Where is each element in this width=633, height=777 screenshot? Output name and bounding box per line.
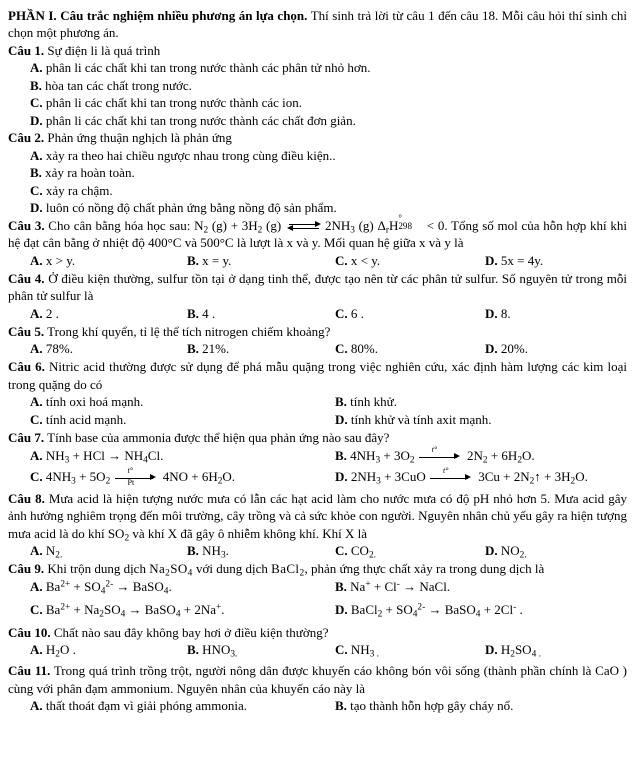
option-label: A. <box>30 305 43 321</box>
option-formula: $NO_{2.}$ <box>500 543 527 561</box>
formula-na2so4: $Na_2SO_4$ <box>149 561 193 579</box>
option-label: A. <box>30 341 43 357</box>
option-label: D. <box>485 341 498 357</box>
question-8-option-b[interactable] <box>187 542 229 559</box>
option-text: thất thoát đạm vì giải phóng ammonia. <box>42 698 247 714</box>
question-9-option-c[interactable] <box>30 601 225 618</box>
option-label: D. <box>30 112 43 128</box>
option-formula: $N_{2.}$ <box>45 543 63 561</box>
option-text: x > y. <box>42 252 76 268</box>
question-11-text: Trong quá trình trồng trột, người nông dân được khuyến cáo không bón vôi sống (thành phần chính là CaO ) cùng với phân đạm ammonium. Nguyên nhân của khuyến cáo này là <box>8 663 627 696</box>
question-8-stem: Câu 8. Mưa acid là hiện tượng nước mưa có lẫn các hạt acid làm cho nước mưa có độ pH nhỏ hơn 5. Mưa acid gây ảnh hưởng nghiêm trọng đến môi trường, cây trồng và cả sức khỏe con người. Nguyên nhân chủ yếu gây ra hiện tượng mưa acid là do khí $SO_2$ và khí X đã gây ô nhiễm không khí. Khí X là <box>8 490 627 544</box>
question-3-text-pre: Cho cân bằng hóa học sau: <box>44 217 195 233</box>
question-4-options <box>8 305 627 323</box>
option-label: D. <box>485 252 498 268</box>
option-text: 6 . <box>347 305 364 321</box>
option-text: 80%. <box>347 341 378 357</box>
question-10-option-a[interactable] <box>30 641 76 658</box>
question-5-options <box>8 340 627 358</box>
option-text: xảy ra chậm. <box>42 182 113 198</box>
option-label: B. <box>30 77 42 93</box>
equilibrium-arrow-icon <box>287 221 323 233</box>
option-text: luôn có nồng độ chất phản ứng bằng nồng độ sản phẩm. <box>42 200 337 216</box>
question-7-option-d[interactable] <box>335 465 588 487</box>
option-label: A. <box>30 394 43 410</box>
question-6-options-row1 <box>8 393 627 411</box>
question-8-number: Câu 8. <box>8 490 45 506</box>
option-text: x = y. <box>198 252 232 268</box>
option-text: phân li các chất khi tan trong nước thành các ion. <box>42 95 303 111</box>
option-text: xảy ra theo hai chiều ngược nhau trong cùng điều kiện.. <box>42 147 336 163</box>
question-1-number: Câu 1. <box>8 42 45 58</box>
option-label: C. <box>335 642 348 658</box>
option-text: 20%. <box>497 341 528 357</box>
option-label: C. <box>30 95 43 111</box>
question-2-option-a[interactable] <box>30 147 627 164</box>
question-9-option-d[interactable] <box>335 601 523 618</box>
question-7-option-b[interactable] <box>335 444 535 466</box>
option-label: A. <box>30 147 43 163</box>
option-label: D. <box>335 601 348 617</box>
question-2-stem <box>8 129 627 146</box>
question-1-option-d[interactable] <box>30 112 627 129</box>
option-text: 2 . <box>42 305 59 321</box>
option-formula: $H_2O$ . <box>45 642 76 660</box>
option-formula: $HNO_{3.}$ <box>202 642 238 660</box>
question-4-option-d[interactable] <box>485 305 511 322</box>
option-formula: $NH_3$. <box>202 543 229 561</box>
question-5-option-d[interactable] <box>485 340 528 357</box>
question-7-text: Tính base của ammonia được thể hiện qua phản ứng nào sau đây? <box>44 430 390 446</box>
question-3-option-b[interactable] <box>187 252 231 269</box>
option-equation: BaCl$_2$ + $SO_4^{2-}$ → BaSO$_4$ + 2Cl- . <box>350 601 523 620</box>
option-label: B. <box>187 543 199 559</box>
question-5-text: Trong khí quyển, tỉ lệ thể tích nitrogen chiếm khoảng? <box>44 323 331 339</box>
question-2-option-c[interactable] <box>30 182 627 199</box>
equilibrium-equation: $N_2$ $(g) + 3H_2$ (g) $2NH_3$ (g) $\Delta_rH$ ° 298 < 0. <box>194 213 448 236</box>
option-label: C. <box>30 601 43 617</box>
option-formula: $H_2SO_{4 .}$ <box>500 642 541 660</box>
question-4-number: Câu 4. <box>8 270 45 286</box>
question-9-number: Câu 9. <box>8 561 45 577</box>
reaction-arrow-icon: t° <box>430 471 474 485</box>
question-2-text: Phản ứng thuận nghịch là phản ứng <box>44 130 232 146</box>
section-header-bold: PHẦN I. Câu trắc nghiệm nhiều phương án lựa chọn. <box>8 8 308 23</box>
question-5-stem <box>8 323 627 340</box>
option-label: B. <box>335 447 347 463</box>
option-label: C. <box>335 252 348 268</box>
option-label: D. <box>485 305 498 321</box>
question-3-number: Câu 3. <box>8 217 45 233</box>
question-3-option-d[interactable] <box>485 252 543 269</box>
question-1-option-c[interactable] <box>30 94 627 111</box>
option-text: 4 . <box>198 305 216 321</box>
question-6-option-c[interactable] <box>30 411 126 428</box>
question-9-options-row1 <box>8 578 627 601</box>
option-equation: $4NH_3 + 3O_2$ t° $2N_2 + 6H_2O$. <box>350 444 535 466</box>
option-label: A. <box>30 252 43 268</box>
option-text: tạo thành hỗn hợp gây cháy nổ. <box>346 698 514 714</box>
question-8-options <box>8 542 627 560</box>
question-10-options <box>8 641 627 662</box>
question-11-options-row1 <box>8 697 627 715</box>
option-label: C. <box>335 341 348 357</box>
question-11-option-a[interactable] <box>30 697 247 714</box>
option-label: B. <box>187 642 199 658</box>
option-label: A. <box>30 447 43 463</box>
question-9-options-row2 <box>8 601 627 624</box>
option-text: phân li các chất khi tan trong nước thành các phân tử nhỏ hơn. <box>42 60 371 76</box>
option-label: D. <box>335 412 348 428</box>
question-7-option-c[interactable] <box>30 465 236 487</box>
option-label: A. <box>30 60 43 76</box>
option-label: B. <box>30 165 42 181</box>
option-text: xảy ra hoàn toàn. <box>41 165 135 181</box>
option-label: B. <box>335 698 347 714</box>
question-8-option-c[interactable] <box>335 542 376 559</box>
question-11-option-b[interactable] <box>335 697 513 714</box>
option-label: A. <box>30 543 43 559</box>
question-4-option-c[interactable] <box>335 305 364 322</box>
question-7-option-a[interactable] <box>30 447 163 464</box>
question-6-option-b[interactable] <box>335 393 397 410</box>
option-equation: $4NH_3 + 5O_2$ t° Pt $4NO + 6H_2O$. <box>45 465 236 487</box>
question-4-option-b[interactable] <box>187 305 215 322</box>
option-label: B. <box>187 305 199 321</box>
question-1-option-b[interactable] <box>30 77 627 94</box>
question-2-option-b[interactable] <box>30 164 627 181</box>
question-10-option-d[interactable] <box>485 641 541 658</box>
enthalpy-symbol: $\Delta_rH$ ° 298 <box>377 213 413 236</box>
option-label: D. <box>485 642 498 658</box>
option-label: A. <box>30 698 43 714</box>
option-text: 78%. <box>42 341 73 357</box>
option-text: x < y. <box>347 252 381 268</box>
question-5-option-a[interactable] <box>30 340 73 357</box>
question-1-stem <box>8 42 627 59</box>
option-text: 21%. <box>198 341 230 357</box>
option-label: A. <box>30 578 43 594</box>
question-6-stem <box>8 358 627 393</box>
option-label: A. <box>30 642 43 658</box>
question-8-option-d[interactable] <box>485 542 527 559</box>
question-10-number: Câu 10. <box>8 624 51 640</box>
question-4-text: Ở điều kiện thường, sulfur tồn tại ở dạng tinh thể, được tạo nên từ các phân tử sulfur. Số nguyên tử trong mỗi phân tử sulfur là <box>8 270 627 304</box>
option-text: 8. <box>497 305 511 321</box>
option-text: phân li các chất khi tan trong nước thành các chất đơn giản. <box>42 112 356 128</box>
question-3-option-a[interactable] <box>30 252 75 269</box>
option-formula: $NH_{3 .}$ <box>350 642 380 660</box>
option-equation: Na+ + Cl- → NaCl. <box>350 578 451 594</box>
option-text: tính khử. <box>346 394 397 410</box>
question-8-option-a[interactable] <box>30 542 62 559</box>
option-text: tính oxi hoá mạnh. <box>42 394 144 410</box>
option-formula: $CO_{2.}$ <box>350 543 376 561</box>
question-5-option-b[interactable] <box>187 340 229 357</box>
option-equation: $Ba^{2+} + SO_4^{2-}$ → BaSO$_4$. <box>45 578 172 597</box>
option-label: D. <box>335 468 348 484</box>
question-5-number: Câu 5. <box>8 323 45 339</box>
question-6-option-a[interactable] <box>30 393 143 410</box>
question-1-option-a[interactable] <box>30 59 627 76</box>
option-label: B. <box>187 252 199 268</box>
question-7-number: Câu 7. <box>8 430 45 446</box>
question-6-number: Câu 6. <box>8 359 45 375</box>
question-10-option-b[interactable] <box>187 641 237 658</box>
option-label: B. <box>335 394 347 410</box>
option-label: C. <box>30 412 43 428</box>
option-text: tính acid mạnh. <box>42 412 127 428</box>
question-1-text: Sự điện li là quá trình <box>44 42 161 58</box>
section-header-rest: Thí sinh trả lời từ câu 1 đến câu 18. Mỗi câu hỏi thí sinh chỉ chọn một phương án. <box>8 8 627 41</box>
option-label: C. <box>30 182 43 198</box>
question-9-stem: Câu 9. Khi trộn dung dịch $Na_2SO_4$ với dung dịch BaCl$_2$, phản ứng thực chất xảy ra trong dung dịch là <box>8 561 545 579</box>
option-equation: $NH_3$ + HCl → $NH_4Cl$. <box>45 447 164 466</box>
formula-bacl2: BaCl$_2$ <box>271 561 305 579</box>
option-label: D. <box>30 200 43 216</box>
question-10-stem <box>8 624 627 641</box>
question-9-option-b[interactable] <box>335 578 450 595</box>
question-5-option-c[interactable] <box>335 340 378 357</box>
section-header <box>8 7 627 42</box>
question-6-option-d[interactable] <box>335 411 492 428</box>
question-3-stem <box>8 213 627 252</box>
question-4-option-a[interactable] <box>30 305 59 322</box>
question-11-stem <box>8 662 627 697</box>
question-7-stem <box>8 429 627 446</box>
reaction-arrow-icon: t° <box>419 450 463 464</box>
question-6-text: Nitric acid thường được sử dụng để phá mẫu quặng trong việc nghiên cứu, xác định hàm lượng các kim loại trong quặng do có <box>8 359 627 392</box>
question-10-option-c[interactable] <box>335 641 379 658</box>
question-9-option-a[interactable] <box>30 578 172 595</box>
option-text: tính khử và tính axit mạnh. <box>347 412 492 428</box>
option-text: hòa tan các chất trong nước. <box>41 77 192 93</box>
question-11-number: Câu 11. <box>8 663 51 679</box>
option-equation: $2NH_3 + 3CuO$ t° $3Cu + 2N_2↑ + 3H_2O$. <box>350 465 588 487</box>
option-label: C. <box>30 468 43 484</box>
option-label: B. <box>187 341 199 357</box>
option-text: 5x = 4y. <box>497 252 544 268</box>
question-3-text-post: Tổng số mol của hỗn hợp khí khi hệ đạt cân bằng ở nhiệt độ 400°C và 500°C là lượt là x và y. Mối quan hệ giữa x và y là <box>8 217 627 251</box>
question-2-number: Câu 2. <box>8 130 45 146</box>
option-label: C. <box>335 305 348 321</box>
option-equation: $Ba^{2+} + Na_2SO_4$ → BaSO$_4$ + 2Na+. <box>45 601 225 620</box>
question-6-options-row2 <box>8 411 627 429</box>
option-label: C. <box>335 543 348 559</box>
question-3-option-c[interactable] <box>335 252 380 269</box>
option-label: D. <box>485 543 498 559</box>
option-label: B. <box>335 578 347 594</box>
question-7-options-row2 <box>8 465 627 490</box>
question-3-options <box>8 252 627 270</box>
question-4-stem <box>8 270 627 305</box>
question-2-option-d[interactable] <box>30 199 627 216</box>
reaction-arrow-icon: t° Pt <box>115 471 159 485</box>
question-7-options-row1 <box>8 444 627 468</box>
question-10-text: Chất nào sau đây không bay hơi ở điều kiện thường? <box>50 624 329 640</box>
